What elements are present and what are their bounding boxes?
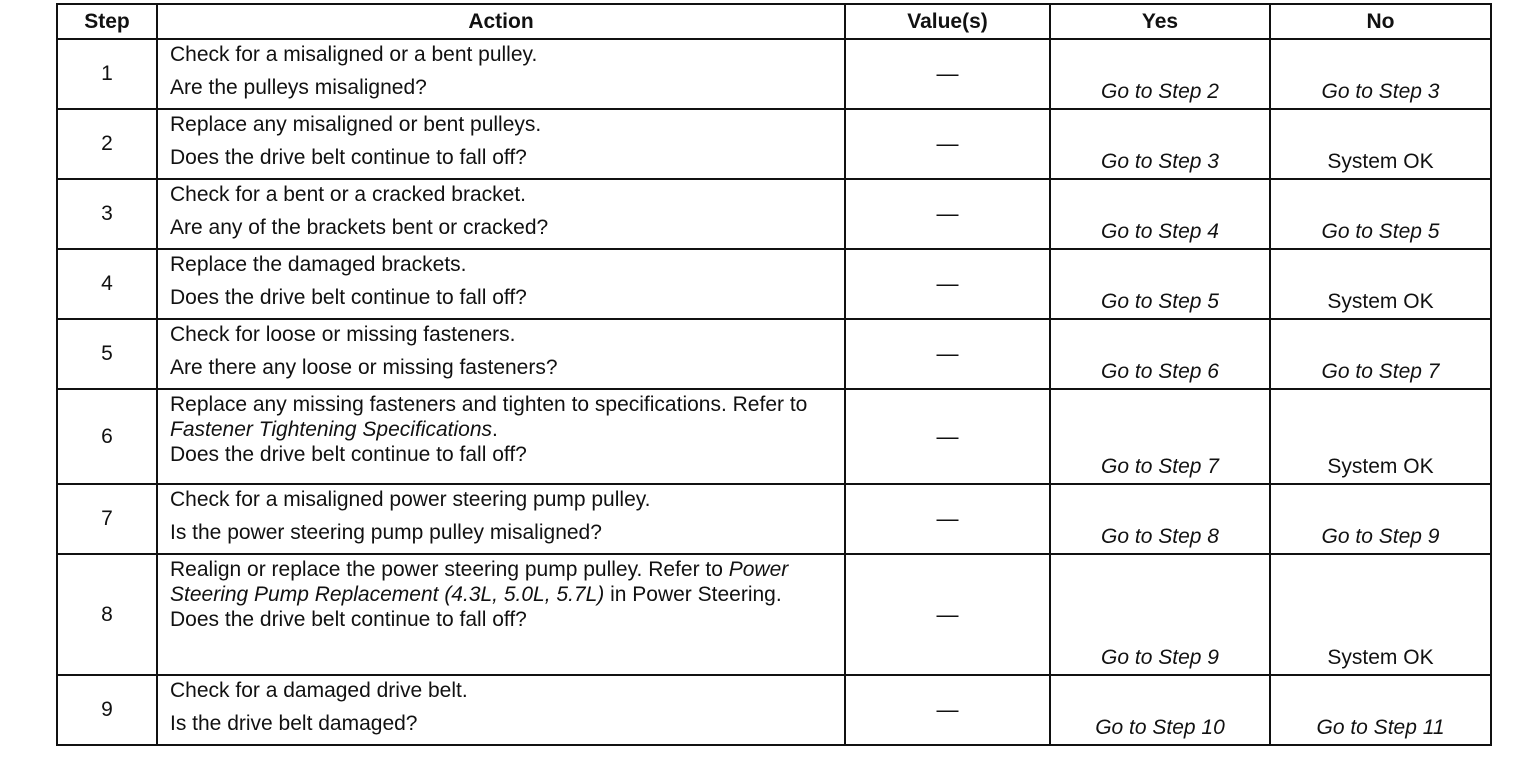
yes-cell: Go to Step 7 bbox=[1050, 389, 1270, 484]
step-number: 9 bbox=[57, 675, 157, 745]
yes-cell: Go to Step 10 bbox=[1050, 675, 1270, 745]
action-cell bbox=[157, 179, 845, 249]
table-row bbox=[57, 319, 1491, 389]
step-number: 1 bbox=[57, 39, 157, 109]
yes-cell: Go to Step 9 bbox=[1050, 554, 1270, 675]
action-question: Is the drive belt damaged? bbox=[170, 712, 418, 735]
no-cell: Go to Step 3 bbox=[1270, 39, 1491, 109]
step-number: 3 bbox=[57, 179, 157, 249]
action-cell bbox=[157, 319, 845, 389]
table-row bbox=[57, 249, 1491, 319]
action-description: Check for a misaligned power steering pump pulley. bbox=[170, 488, 651, 511]
no-cell: System OK bbox=[1270, 554, 1491, 675]
table-row bbox=[57, 554, 1491, 675]
value-cell: — bbox=[845, 249, 1050, 319]
action-question: Does the drive belt continue to fall off? bbox=[170, 443, 527, 466]
action-question: Are there any loose or missing fasteners? bbox=[170, 356, 558, 379]
value-cell: — bbox=[845, 319, 1050, 389]
action-cell bbox=[157, 554, 845, 675]
action-description: Realign or replace the power steering pump pulley. Refer to Power Steering Pump Replacement (4.3L, 5.0L, 5.7L) in Power Steering. bbox=[170, 558, 789, 606]
no-cell: Go to Step 7 bbox=[1270, 319, 1491, 389]
action-description: Check for a bent or a cracked bracket. bbox=[170, 183, 527, 206]
action-question: Are any of the brackets bent or cracked? bbox=[170, 216, 549, 239]
action-cell bbox=[157, 39, 845, 109]
value-cell: — bbox=[845, 389, 1050, 484]
value-cell: — bbox=[845, 554, 1050, 675]
yes-cell: Go to Step 6 bbox=[1050, 319, 1270, 389]
action-cell bbox=[157, 484, 845, 554]
reference-title: Fastener Tightening Specifications bbox=[170, 418, 492, 441]
header-yes: Yes bbox=[1050, 4, 1270, 39]
table-row bbox=[57, 39, 1491, 109]
header-action: Action bbox=[157, 4, 845, 39]
table-row bbox=[57, 675, 1491, 745]
yes-cell: Go to Step 2 bbox=[1050, 39, 1270, 109]
table-row bbox=[57, 389, 1491, 484]
value-cell: — bbox=[845, 179, 1050, 249]
value-cell: — bbox=[845, 484, 1050, 554]
step-number: 7 bbox=[57, 484, 157, 554]
no-cell: Go to Step 9 bbox=[1270, 484, 1491, 554]
table-header-row bbox=[57, 4, 1491, 39]
no-cell: System OK bbox=[1270, 389, 1491, 484]
step-number: 8 bbox=[57, 554, 157, 675]
yes-cell: Go to Step 5 bbox=[1050, 249, 1270, 319]
action-description: Check for a misaligned or a bent pulley. bbox=[170, 43, 538, 66]
header-step: Step bbox=[57, 4, 157, 39]
action-description: Check for loose or missing fasteners. bbox=[170, 323, 516, 346]
step-number: 5 bbox=[57, 319, 157, 389]
table-row bbox=[57, 109, 1491, 179]
header-value: Value(s) bbox=[845, 4, 1050, 39]
no-cell: System OK bbox=[1270, 249, 1491, 319]
action-question: Does the drive belt continue to fall off? bbox=[170, 608, 527, 631]
yes-cell: Go to Step 8 bbox=[1050, 484, 1270, 554]
yes-cell: Go to Step 3 bbox=[1050, 109, 1270, 179]
action-description: Replace any misaligned or bent pulleys. bbox=[170, 113, 542, 136]
action-cell bbox=[157, 675, 845, 745]
no-cell: Go to Step 11 bbox=[1270, 675, 1491, 745]
no-cell: System OK bbox=[1270, 109, 1491, 179]
action-description: Replace any missing fasteners and tighten to specifications. Refer to Fastener Tightening Specifications. bbox=[170, 393, 808, 441]
table-row bbox=[57, 484, 1491, 554]
yes-cell: Go to Step 4 bbox=[1050, 179, 1270, 249]
value-cell: — bbox=[845, 109, 1050, 179]
value-cell: — bbox=[845, 39, 1050, 109]
diagnostic-table bbox=[56, 3, 1492, 746]
action-description: Replace the damaged brackets. bbox=[170, 253, 467, 276]
step-number: 2 bbox=[57, 109, 157, 179]
header-no: No bbox=[1270, 4, 1491, 39]
reference-title: Power Steering Pump Replacement (4.3L, 5.0L, 5.7L) bbox=[170, 558, 789, 606]
action-cell bbox=[157, 249, 845, 319]
value-cell: — bbox=[845, 675, 1050, 745]
table-row bbox=[57, 179, 1491, 249]
no-cell: Go to Step 5 bbox=[1270, 179, 1491, 249]
action-cell bbox=[157, 389, 845, 484]
action-description: Check for a damaged drive belt. bbox=[170, 679, 468, 702]
action-question: Does the drive belt continue to fall off? bbox=[170, 286, 527, 309]
action-question: Are the pulleys misaligned? bbox=[170, 76, 427, 99]
action-question: Does the drive belt continue to fall off? bbox=[170, 146, 527, 169]
action-question: Is the power steering pump pulley misaligned? bbox=[170, 521, 602, 544]
step-number: 4 bbox=[57, 249, 157, 319]
step-number: 6 bbox=[57, 389, 157, 484]
action-cell bbox=[157, 109, 845, 179]
